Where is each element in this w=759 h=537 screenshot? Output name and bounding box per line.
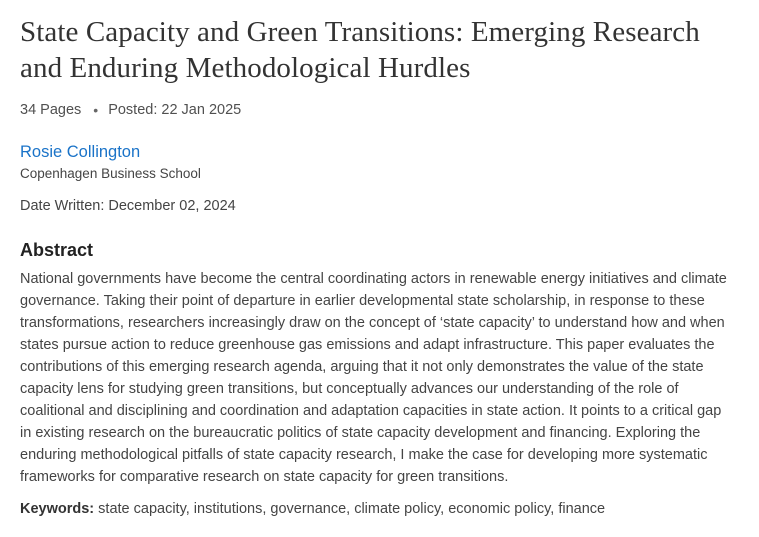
keywords-label: Keywords:	[20, 501, 95, 517]
abstract-heading: Abstract	[20, 240, 94, 260]
paper-title: State Capacity and Green Transitions: Emerging Research and Enduring Methodological Hurdles	[20, 16, 700, 84]
page-count: 34 Pages	[20, 102, 82, 118]
meta-separator: •	[93, 102, 99, 118]
author-affiliation: Copenhagen Business School	[20, 166, 201, 181]
keywords-row	[20, 498, 737, 520]
author-link[interactable]: Rosie Collington	[20, 143, 141, 161]
posted-date: Posted: 22 Jan 2025	[108, 102, 242, 118]
abstract-text: National governments have become the central coordinating actors in renewable energy initiatives and climate governance. Taking their point of departure in earlier developmental state scholarship, in response to these transformations, researchers increasingly draw on the concept of ‘state capacity’ to understand how and when states pursue action to reduce greenhouse gas emissions and adapt infrastructure. This paper evaluates the contributions of this emerging research agenda, arguing that it not only demonstrates the value of the state capacity lens for studying green transitions, but conceptually advances our understanding of the role of coalitional and disciplining and coordination and adaptation capacities in state action. It points to a critical gap in existing research on the bureaucratic politics of state capacity development and financing. Exploring the enduring methodological pitfalls of state capacity research, I make the case for developing more systematic frameworks for comparative research on state capacity for green transitions.	[20, 271, 727, 485]
author-block	[20, 141, 737, 184]
paper-meta	[20, 100, 737, 120]
keywords-list: state capacity, institutions, governance, climate policy, economic policy, finance	[98, 501, 606, 517]
date-written: Date Written: December 02, 2024	[20, 198, 236, 214]
